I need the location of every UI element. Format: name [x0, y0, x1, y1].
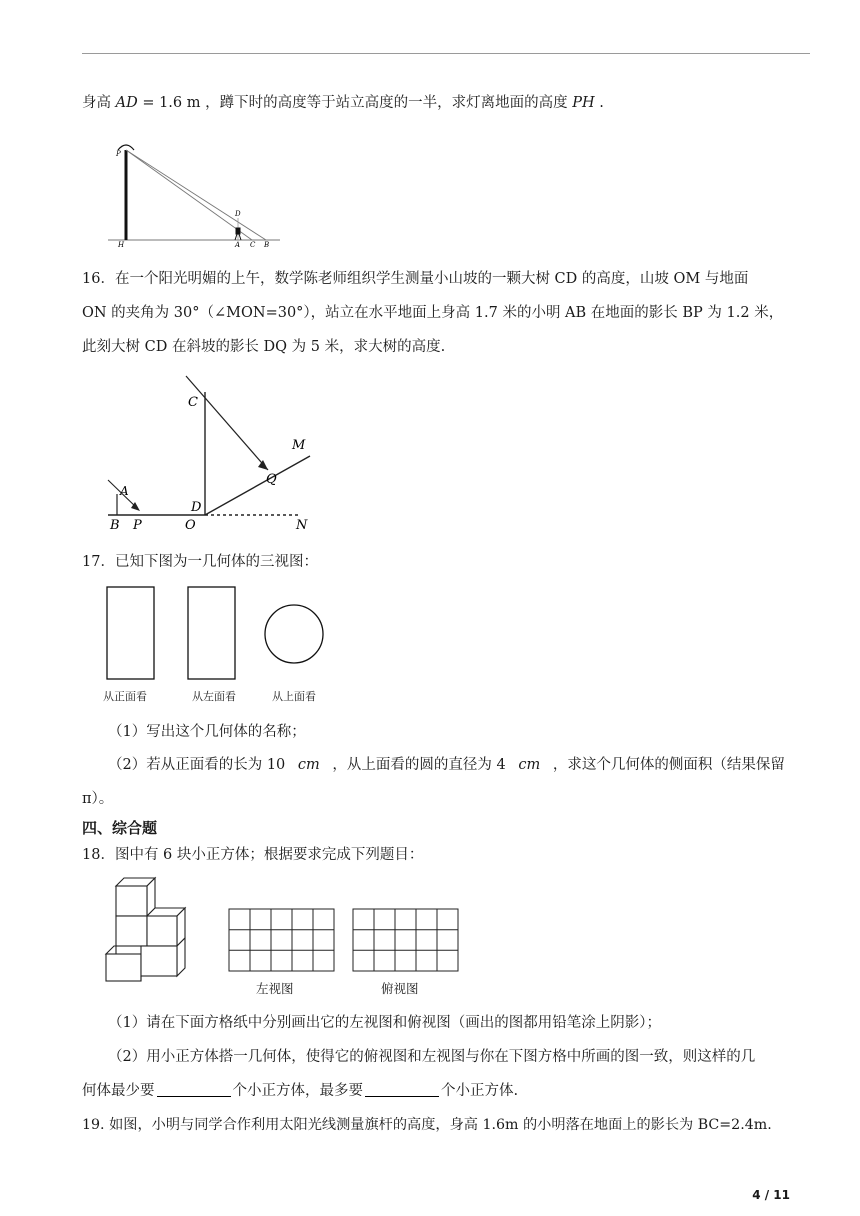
q17-stem: 17．已知下图为一几何体的三视图： — [82, 554, 318, 570]
answer-blank-max[interactable] — [365, 1082, 439, 1097]
section-title: 四、综合题 — [82, 819, 158, 837]
top-view-grid — [352, 908, 460, 972]
q18-text-b1: 何体最少要 — [82, 1083, 155, 1099]
q16-line-3: 此刻大树 CD 在斜坡的影长 DQ 为 5 米，求大树的高度. — [82, 339, 446, 355]
fig16-label-b: B — [110, 518, 120, 533]
p15-text-a: 身高 — [82, 95, 116, 111]
p15-continuation — [82, 93, 604, 113]
fig16-label-m: M — [292, 438, 306, 453]
left-view-grid — [228, 908, 336, 972]
q16-line-2: ON 的夹角为 30°（∠MON=30°），站立在水平地面上身高 1.7 米的小明 AB 在地面的影长 BP 为 1.2 米， — [82, 305, 784, 321]
fig16-label-o: O — [185, 518, 196, 533]
fig16-label-p: P — [133, 518, 142, 533]
front-view-rect — [107, 587, 154, 679]
fig16-label-q: Q — [266, 472, 277, 487]
q17-sub2-text-c: ，求这个几何体的侧面积（结果保留 — [548, 757, 785, 773]
fig16-label-d: D — [191, 500, 202, 515]
top-view-circle — [265, 605, 323, 663]
q18-sub-2-cont — [82, 1081, 518, 1101]
lamp-post-figure — [100, 136, 285, 248]
q17-sub-1: （1）写出这个几何体的名称； — [108, 724, 306, 740]
label-p: P — [116, 150, 121, 158]
caption-left-view: 从左面看 — [192, 690, 236, 703]
q16-line-1: 16．在一个阳光明媚的上午，数学陈老师组织学生测量小山坡的一颗大树 CD 的高度，山坡 OM 与地面 — [82, 271, 749, 287]
fig16-label-c: C — [188, 395, 198, 410]
caption-top-view: 从上面看 — [272, 690, 316, 703]
q17-sub-2-cont: π）。 — [82, 791, 114, 807]
header-rule — [82, 53, 810, 54]
caption-left-grid: 左视图 — [256, 981, 294, 996]
caption-top-grid: 俯视图 — [381, 981, 419, 996]
q18-text-b2: 个小正方体，最多要 — [232, 1083, 363, 1099]
p15-math-ad: AD — [115, 95, 138, 111]
fig16-label-n: N — [296, 518, 308, 533]
q18-sub-1: （1）请在下面方格纸中分别画出它的左视图和俯视图（画出的图都用铅笔涂上阴影）； — [108, 1015, 661, 1031]
page-number: 4 / 11 — [752, 1188, 790, 1202]
label-c: C — [250, 241, 256, 248]
q18-text-b3: 个小正方体. — [441, 1083, 519, 1099]
q17-sub-2 — [108, 755, 785, 775]
label-h: H — [118, 241, 125, 248]
tree-slope-figure — [100, 370, 325, 535]
q17-sub2-text-b: ，从上面看的圆的直径为 4 — [327, 757, 511, 773]
caption-front-view: 从正面看 — [103, 690, 147, 703]
q19-line-1: 19. 如图，小明与同学合作利用太阳光线测量旗杆的高度，身高 1.6m 的小明落在地面上的影长为 BC=2.4m. — [82, 1117, 772, 1133]
p15-text-b: = 1.6 m ，蹲下时的高度等于站立高度的一半，求灯离地面的高度 — [137, 95, 573, 111]
label-d: D — [235, 210, 241, 218]
label-b: B — [264, 241, 270, 248]
fig16-label-a: A — [120, 484, 129, 498]
p15-text-c: . — [594, 95, 604, 111]
q17-unit-1: cm — [297, 757, 320, 773]
q17-sub2-text-a: （2）若从正面看的长为 10 — [108, 757, 290, 773]
q17-unit-2: cm — [518, 757, 541, 773]
p15-math-ph: PH — [572, 95, 595, 111]
cube-stack-figure — [100, 876, 195, 984]
left-view-rect — [188, 587, 235, 679]
q18-stem: 18．图中有 6 块小正方体；根据要求完成下列题目： — [82, 847, 424, 863]
q18-sub-2: （2）用小正方体搭一几何体，使得它的俯视图和左视图与你在下图方格中所画的图一致，则这样的几 — [108, 1049, 756, 1065]
label-a: A — [235, 241, 241, 248]
answer-blank-min[interactable] — [157, 1082, 231, 1097]
